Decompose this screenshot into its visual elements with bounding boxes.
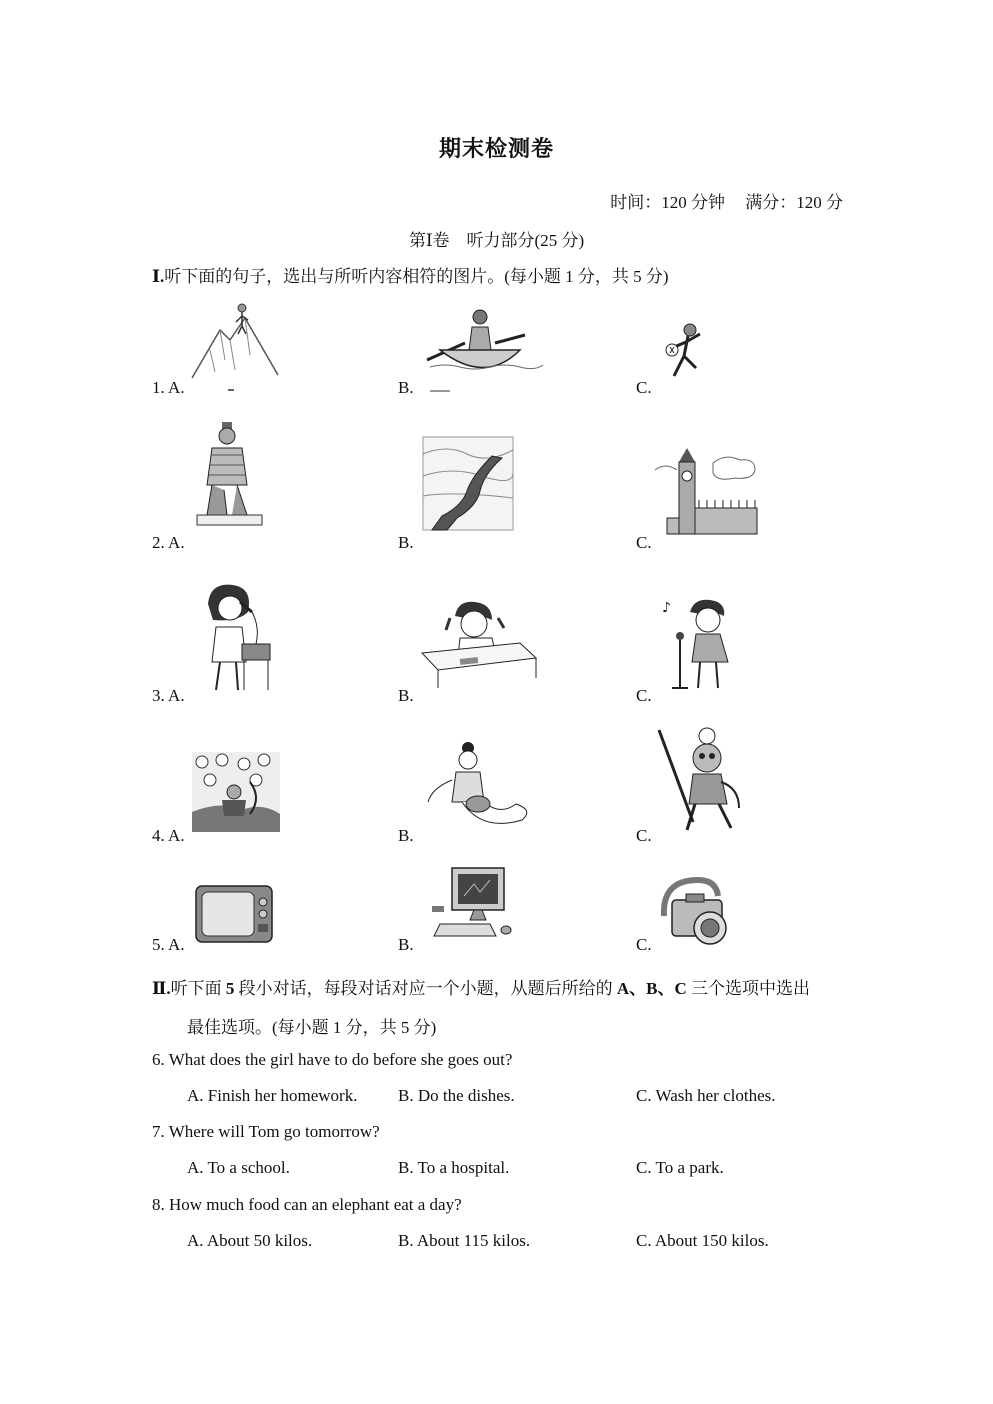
row-3-label-b: B.	[398, 686, 414, 705]
question-8-option-b: B. About 115 kilos.	[398, 1231, 531, 1250]
section-2-instruction	[152, 974, 810, 999]
section-2-options: A、B、C	[616, 979, 687, 998]
great-wall-icon	[422, 436, 514, 531]
section-2-text-b: 段小对话，每段对话对应一个小题，从题后所给的	[234, 979, 617, 998]
question-7-option-c: C. To a park.	[636, 1158, 724, 1177]
row-1-label-c: C.	[636, 378, 652, 397]
row-3-label-a: 3. A.	[152, 686, 185, 705]
row-2-label-a: 2. A.	[152, 533, 185, 552]
row-4-label-a: 4. A.	[152, 826, 185, 845]
change-fairy-icon	[422, 740, 538, 836]
section-2-text-c: 三个选项中选出	[686, 979, 810, 998]
row-2-label-b: B.	[398, 533, 414, 552]
part-heading: 第Ⅰ卷 听力部分(25 分)	[408, 231, 585, 250]
svg-text:♪: ♪	[662, 600, 671, 616]
row-2-label-c: C.	[636, 533, 652, 552]
exam-meta	[594, 188, 843, 213]
terracotta-warrior-icon	[192, 420, 267, 530]
archer-houyi-icon	[192, 752, 280, 832]
question-6-option-a: A. Finish her homework.	[187, 1086, 358, 1105]
row-5-label-c: C.	[636, 935, 652, 954]
row-5-label-b: B.	[398, 935, 414, 954]
section-2-count: 5	[225, 979, 235, 998]
soccer-player-icon	[660, 320, 720, 390]
row-1-label-a: 1. A.	[152, 378, 185, 397]
section-2-instruction-line-2: 最佳选项。(每小题 1 分，共 5 分)	[187, 1018, 437, 1037]
computer-icon	[430, 866, 515, 938]
big-ben-icon	[655, 448, 760, 536]
question-6: 6. What does the girl have to do before she goes out?	[152, 1050, 513, 1069]
section-2-number: Ⅱ.	[152, 979, 171, 998]
section-1-number: Ⅰ.	[152, 267, 165, 286]
section-2-text-a: 听下面	[170, 979, 226, 998]
girl-on-phone-icon	[198, 582, 278, 694]
tv-icon	[194, 884, 274, 944]
question-7-option-a: A. To a school.	[187, 1158, 290, 1177]
row-3-label-c: C.	[636, 686, 652, 705]
girl-singing-icon	[662, 596, 738, 692]
section-1-text: 听下面的句子，选出与所听内容相符的图片。(每小题 1 分，共 5 分)	[164, 267, 669, 286]
row-4-label-c: C.	[636, 826, 652, 845]
question-6-option-c: C. Wash her clothes.	[636, 1086, 776, 1105]
mountain-climber-icon	[190, 300, 280, 395]
row-5-label-a: 5. A.	[152, 935, 185, 954]
question-7: 7. Where will Tom go tomorrow?	[152, 1122, 380, 1141]
page-title: 期末检测卷	[438, 136, 554, 161]
row-4-label-b: B.	[398, 826, 414, 845]
question-7-option-b: B. To a hospital.	[398, 1158, 510, 1177]
row-1-label-b: B.	[398, 378, 414, 397]
monkey-king-icon	[655, 722, 745, 834]
girl-writing-icon	[420, 598, 538, 690]
question-8-option-a: A. About 50 kilos.	[187, 1231, 313, 1250]
time-limit: 时间：120 分钟	[610, 193, 725, 212]
question-8: 8. How much food can an elephant eat a day?	[152, 1195, 462, 1214]
section-1-instruction	[152, 262, 669, 287]
rowing-boat-icon	[425, 305, 545, 395]
full-score: 满分：120 分	[745, 193, 843, 212]
question-6-option-b: B. Do the dishes.	[398, 1086, 515, 1105]
question-8-option-c: C. About 150 kilos.	[636, 1231, 769, 1250]
camera-icon	[658, 876, 740, 948]
